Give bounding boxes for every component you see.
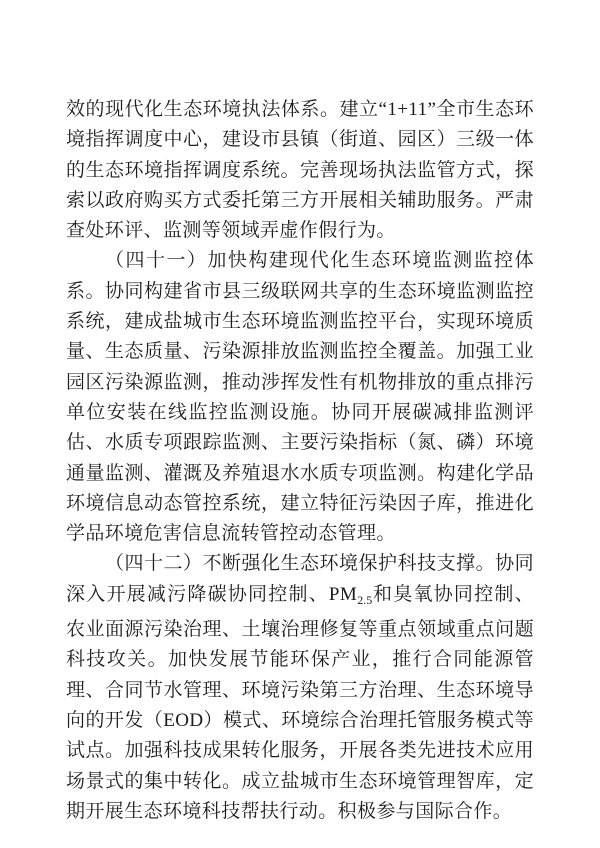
paragraph-continuation [66, 95, 534, 246]
pm25-subscript: 2.5 [357, 592, 373, 607]
paragraph-text: 效的现代化生态环境执法体系。建立“1+11”全市生态环境指挥调度中心，建设市县镇（街道、园区）三级一体的生态环境指挥调度系统。完善现场执法监管方式，探索以政府购买方式委托第三方开展相关辅助服务。严肃查处环评、监测等领域弄虚作假行为。 [66, 99, 534, 242]
paragraph-item-41 [66, 246, 534, 549]
paragraph-text: （四十二）不断强化生态环境保护科技支撑。协同深入开展减污降碳协同控制、PM [66, 553, 534, 605]
paragraph-text: 和臭氧协同控制、农业面源污染治理、土壤治理修复等重点领域重点问题科技攻关。加快发展节能环保产业，推行合同能源管理、合同节水管理、环境污染第三方治理、生态环境导向的开发（EOD）模式、环境综合治理托管服务模式等试点。加强科技成果转化服务，开展各类先进技术应用场景式的集中转化。成立盐城市生态环境管理智库，定期开展生态环境科技帮扶行动。积极参与国际合作。 [66, 583, 535, 822]
paragraph-item-42 [66, 549, 534, 827]
paragraph-text: （四十一）加快构建现代化生态环境监测监控体系。协同构建省市县三级联网共享的生态环境监测监控系统，建成盐城市生态环境监测监控平台，实现环境质量、生态质量、污染源排放监测监控全覆盖。加强工业园区污染源监测，推动涉挥发性有机物排放的重点排污单位安装在线监控监测设施。协同开展碳减排监测评估、水质专项跟踪监测、主要污染指标（氮、磷）环境通量监测、灌溉及养殖退水水质专项监测。构建化学品环境信息动态管控系统，建立特征污染因子库，推进化学品环境危害信息流转管控动态管理。 [66, 250, 534, 545]
